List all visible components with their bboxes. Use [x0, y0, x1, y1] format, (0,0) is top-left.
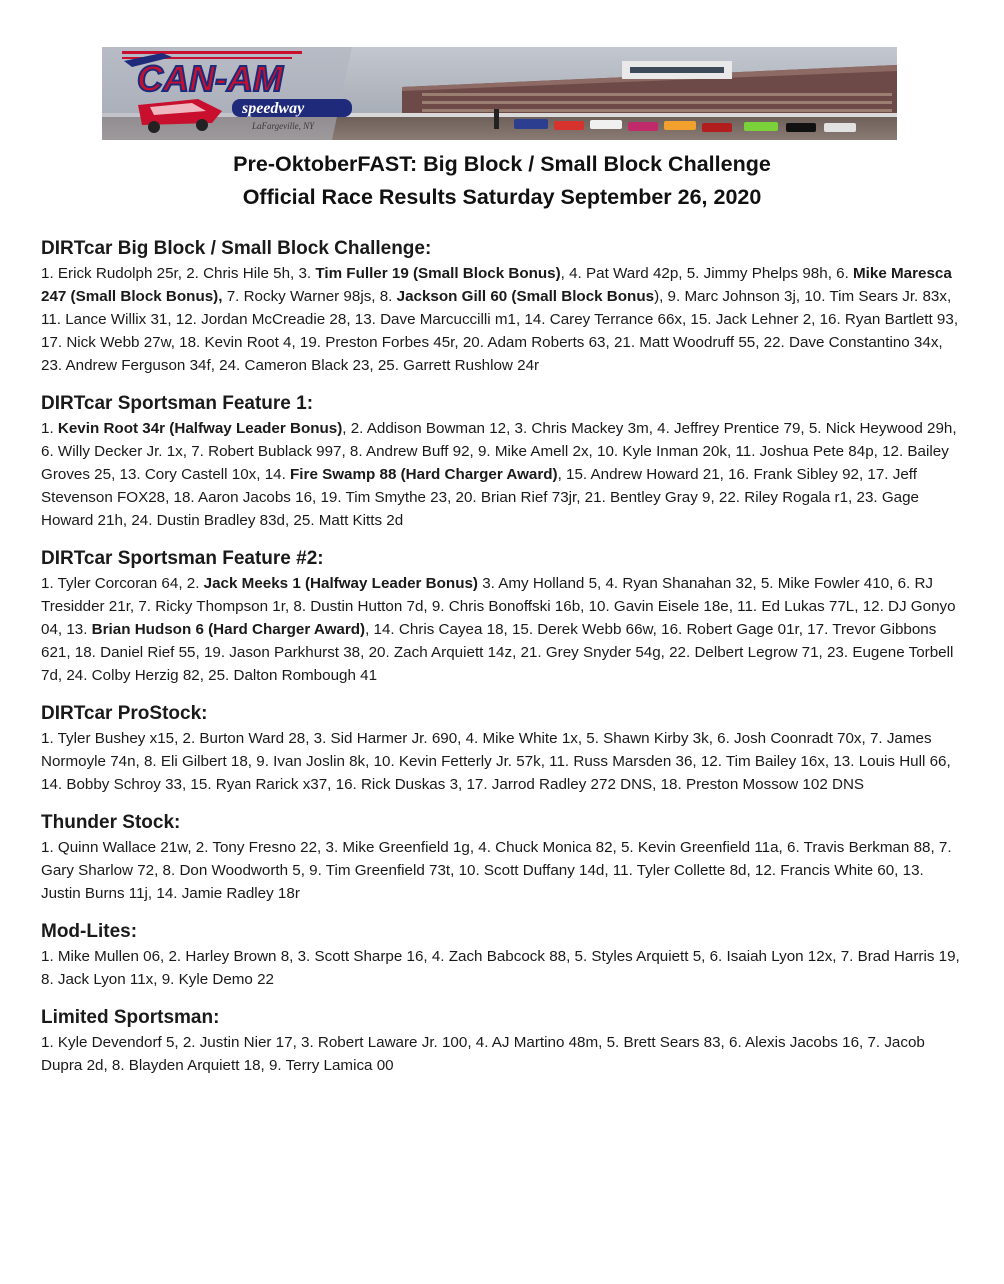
- result-text: 7. Rocky Warner 98js, 8.: [222, 288, 397, 305]
- results-section: [41, 236, 966, 377]
- section-heading: DIRTcar Sportsman Feature #2:: [41, 548, 324, 569]
- page-title: Pre-OktoberFAST: Big Block / Small Block Challenge: [233, 152, 771, 176]
- section-results-text: [41, 945, 966, 991]
- bonus-result: Tim Fuller 19 (Small Block Bonus): [315, 265, 561, 282]
- results-section: [41, 810, 966, 905]
- result-text: ), 9. Marc Johnson 3j, 10. Tim Sears Jr. 83x, 11. Lance Willix 31, 12. Jordan McCreadie 28, 13. Dave Marcuccilli m1, 14. Carey Terrance 66x, 15. Jack Lehner 2, 16. Ryan Bartlett 93, 17. Nick Webb 27w, 18. Kevin Root 4, 19. Preston Forbes 45r, 20. Adam Roberts 63, 21. Matt Woodruff 55, 22. Dave Constantino 34x, 23. Andrew Ferguson 34f, 24. Cameron Black 23, 25. Garrett Rushlow 24r: [41, 288, 959, 374]
- logo-subtext: speedway: [242, 100, 305, 117]
- section-heading: DIRTcar ProStock:: [41, 703, 208, 724]
- section-results-text: [41, 572, 966, 687]
- result-text: , 4. Pat Ward 42p, 5. Jimmy Phelps 98h, 6.: [560, 265, 854, 282]
- section-results-text: [41, 417, 966, 532]
- section-results-text: [41, 727, 966, 796]
- result-text: 1. Erick Rudolph 25r, 2. Chris Hile 5h, 3.: [41, 265, 316, 282]
- section-heading: Limited Sportsman:: [41, 1007, 220, 1028]
- bonus-result: Kevin Root 34r (Halfway Leader Bonus): [57, 420, 343, 437]
- result-text: , 2. Addison Bowman 12, 3. Chris Mackey 3m, 4. Jeffrey Prentice 79, 5. Nick Heywood 29h, 6. Willy Decker Jr. 1x, 7. Robert Bublack 997, 8. Andrew Buff 92, 9. Mike Amell 2x, 10. Kyle Inman 20k, 11. Joshua Pete 84p, 12. Bailey Groves 25, 13. Cory Castell 10x, 14.: [41, 420, 957, 483]
- result-text: , 15. Andrew Howard 21, 16. Frank Sibley 92, 17. Jeff Stevenson FOX28, 18. Aaron Jacobs 16, 19. Tim Smythe 23, 20. Brian Rief 73jr, 21. Bentley Gray 9, 22. Riley Rogala r1, 23. Gage Howard 21h, 24. Dustin Bradley 83d, 25. Matt Kitts 2d: [41, 466, 919, 529]
- results-content: [41, 236, 966, 1091]
- results-section: [41, 391, 966, 532]
- section-heading: Mod-Lites:: [41, 921, 138, 942]
- banner-photo: [102, 47, 897, 140]
- bonus-result: Mike Maresca 247 (Small Block Bonus),: [41, 265, 952, 305]
- result-text: 1. Tyler Corcoran 64, 2.: [41, 575, 204, 592]
- section-heading: Thunder Stock:: [41, 812, 181, 833]
- bonus-result: Brian Hudson 6 (Hard Charger Award): [91, 621, 366, 638]
- section-results-text: [41, 262, 966, 377]
- section-heading: DIRTcar Sportsman Feature 1:: [41, 393, 314, 414]
- result-text: 3. Amy Holland 5, 4. Ryan Shanahan 32, 5. Mike Fowler 410, 6. RJ Tresidder 21r, 7. Ricky Thompson 1r, 8. Dustin Hutton 7d, 9. Chris Bonoffski 16b, 10. Gavin Eisele 18e, 11. Ed Lukas 77L, 12. DJ Gonyo 04, 13.: [41, 575, 956, 638]
- results-section: [41, 701, 966, 796]
- page-title-block: [0, 148, 1004, 214]
- result-text: 1.: [41, 420, 58, 437]
- result-text: 1. Mike Mullen 06, 2. Harley Brown 8, 3. Scott Sharpe 16, 4. Zach Babcock 88, 5. Styles Arquiett 5, 6. Isaiah Lyon 12x, 7. Brad Harris 19, 8. Jack Lyon 11x, 9. Kyle Demo 22: [41, 948, 960, 988]
- page-subtitle: Official Race Results Saturday September 26, 2020: [242, 185, 762, 209]
- logo-text: CAN-AM: [137, 58, 283, 99]
- bonus-result: Fire Swamp 88 (Hard Charger Award): [290, 466, 558, 483]
- result-text: , 14. Chris Cayea 18, 15. Derek Webb 66w, 16. Robert Gage 01r, 17. Trevor Gibbons 621, 18. Daniel Rief 55, 19. Jason Parkhurst 38, 20. Zach Arquiett 14z, 21. Grey Snyder 54g, 22. Delbert Legrow 71, 23. Eugene Torbell 7d, 24. Colby Herzig 82, 25. Dalton Rombough 41: [41, 621, 954, 684]
- section-results-text: [41, 836, 966, 905]
- section-heading: DIRTcar Big Block / Small Block Challenge:: [41, 238, 432, 259]
- results-section: [41, 1005, 966, 1077]
- bonus-result: Jack Meeks 1 (Halfway Leader Bonus): [203, 575, 478, 592]
- results-section: [41, 546, 966, 687]
- results-section: [41, 919, 966, 991]
- result-text: 1. Kyle Devendorf 5, 2. Justin Nier 17, 3. Robert Laware Jr. 100, 4. AJ Martino 48m, 5. Brett Sears 83, 6. Alexis Jacobs 16, 7. Jacob Dupra 2d, 8. Blayden Arquiett 18, 9. Terry Lamica 00: [41, 1034, 925, 1074]
- result-text: 1. Quinn Wallace 21w, 2. Tony Fresno 22, 3. Mike Greenfield 1g, 4. Chuck Monica 82, 5. Kevin Greenfield 11a, 6. Travis Berkman 88, 7. Gary Sharlow 72, 8. Don Woodworth 5, 9. Tim Greenfield 73t, 10. Scott Duffany 14d, 11. Tyler Collette 8d, 12. Francis White 60, 13. Justin Burns 11j, 14. Jamie Radley 18r: [41, 839, 952, 902]
- result-text: 1. Tyler Bushey x15, 2. Burton Ward 28, 3. Sid Harmer Jr. 690, 4. Mike White 1x, 5. Shawn Kirby 3k, 6. Josh Coonradt 70x, 7. James Normoyle 74n, 8. Eli Gilbert 18, 9. Ivan Joslin 8k, 10. Kevin Fetterly Jr. 57k, 11. Russ Marsden 36, 12. Tim Bailey 16x, 13. Louis Hull 66, 14. Bobby Schroy 33, 15. Ryan Rarick x37, 16. Rick Duskas 3, 17. Jarrod Radley 272 DNS, 18. Preston Mossow 102 DNS: [41, 730, 951, 793]
- logo-location: LaFargeville, NY: [252, 121, 315, 131]
- section-results-text: [41, 1031, 966, 1077]
- bonus-result: Jackson Gill 60 (Small Block Bonus: [396, 288, 655, 305]
- speedway-banner: [102, 47, 897, 140]
